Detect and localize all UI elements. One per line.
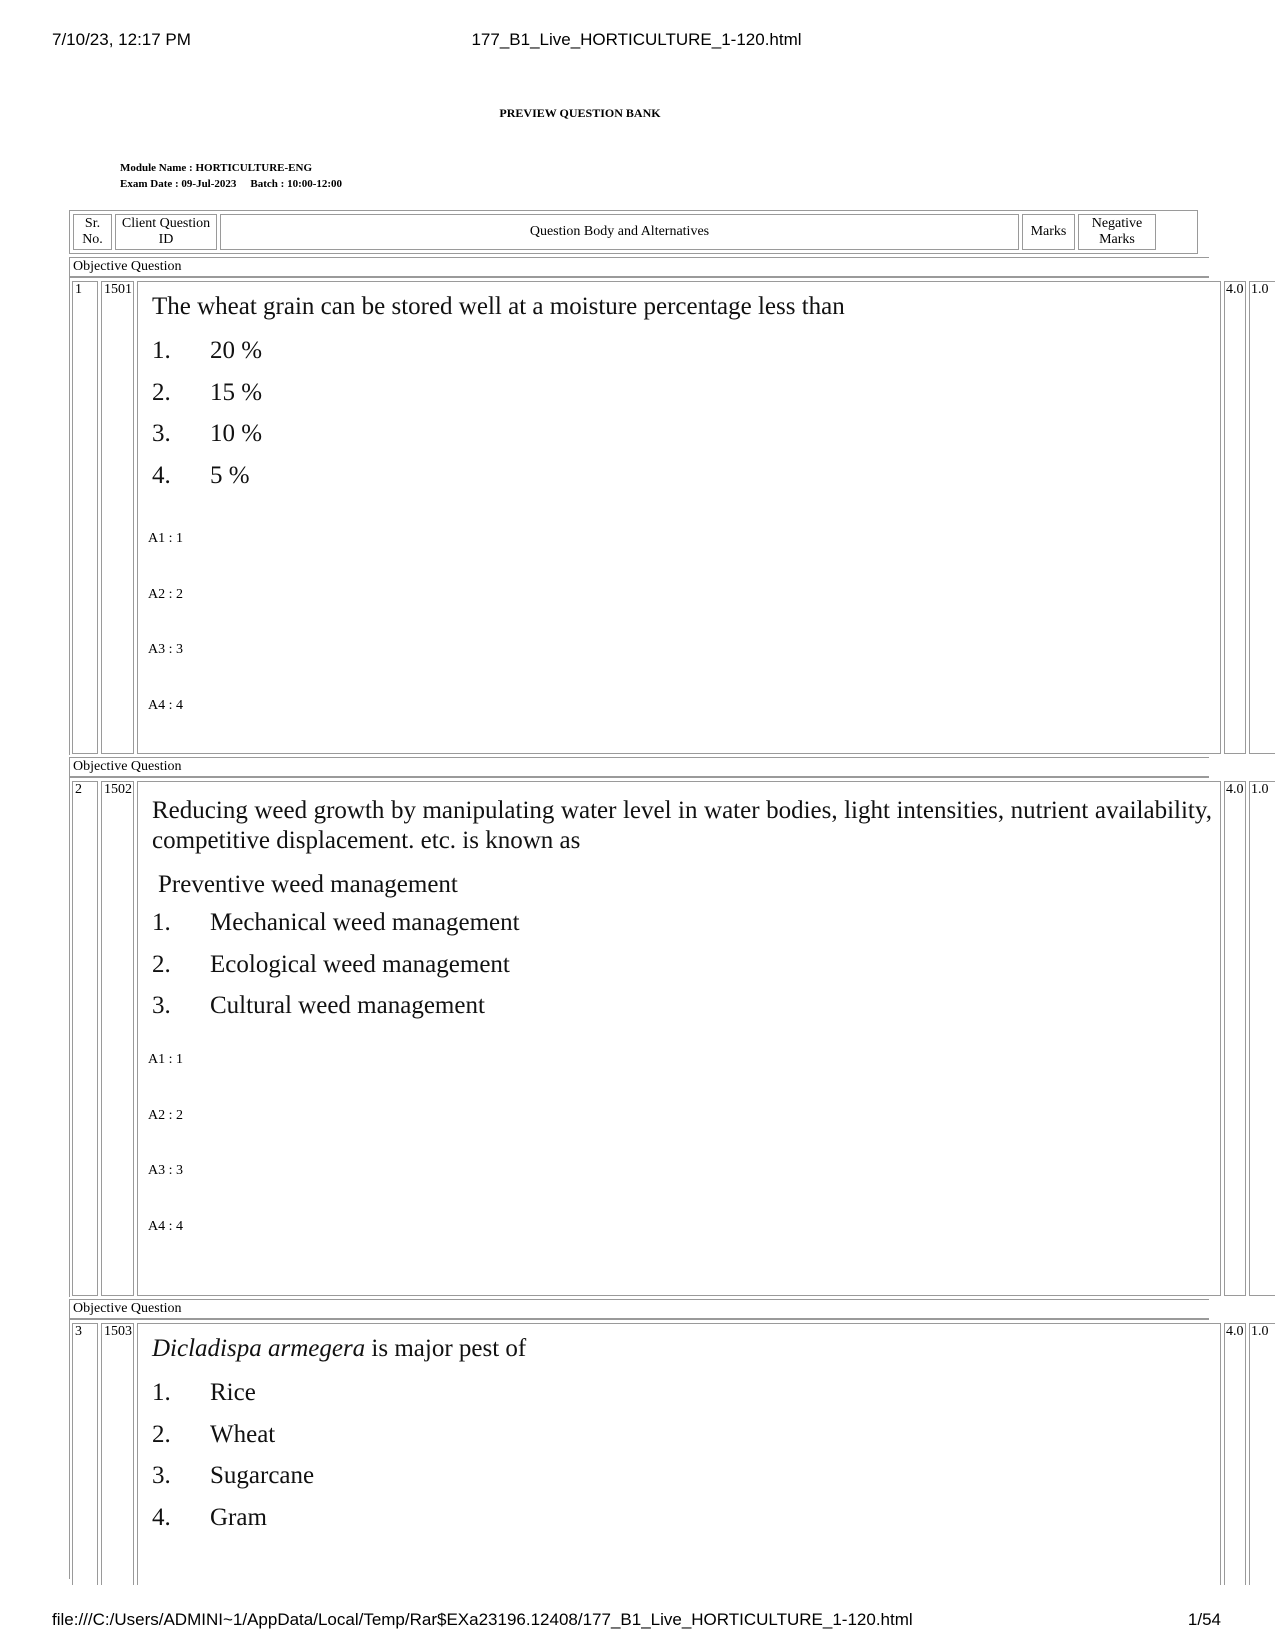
file-path: file:///C:/Users/ADMINI~1/AppData/Local/Temp/Rar$EXa23196.12408/177_B1_Live_HORTICULTURE_1-120.html xyxy=(52,1610,913,1629)
question-row xyxy=(69,1319,1269,1579)
exam-date: Exam Date : 09-Jul-2023 xyxy=(120,178,237,190)
header-negative-marks: Negative Marks xyxy=(1078,214,1156,250)
option: 2. Ecological weed management xyxy=(152,950,510,978)
option: 1. Rice xyxy=(152,1379,256,1406)
sr-no: 3 xyxy=(72,1323,98,1585)
question-text: Reducing weed growth by manipulating water level in water bodies, light intensities, nutrient availability, competitive displacement. etc. is known as xyxy=(152,797,1212,854)
negative-marks: 1.0 xyxy=(1249,281,1275,754)
client-question-id: 1502 xyxy=(101,781,134,1296)
exam-date-batch xyxy=(120,176,342,192)
option: 1. Mechanical weed management xyxy=(152,909,520,936)
alternative: A1 : 1 xyxy=(148,531,183,546)
option: 2. Wheat xyxy=(152,1420,276,1448)
table-header xyxy=(69,210,1198,254)
species-name: Dicladispa armegera xyxy=(152,1335,366,1362)
option: 3. 10 % xyxy=(152,420,263,447)
sr-no: 2 xyxy=(72,781,98,1296)
question-body xyxy=(137,781,1221,1296)
marks: 4.0 xyxy=(1224,281,1246,754)
page-number: 1/54 xyxy=(1187,1610,1221,1629)
options-list xyxy=(152,902,520,1027)
option: 4. Gram xyxy=(152,1503,267,1531)
alternatives-list xyxy=(148,531,183,753)
header-marks: Marks xyxy=(1022,214,1075,250)
print-header xyxy=(52,30,1221,52)
section-label: Objective Question xyxy=(69,257,1209,277)
alternative: A2 : 2 xyxy=(148,586,183,602)
section-label: Objective Question xyxy=(69,1299,1209,1319)
negative-marks: 1.0 xyxy=(1249,1323,1275,1585)
question-extra-line: Preventive weed management xyxy=(158,871,458,898)
question-body xyxy=(137,1323,1221,1585)
option: 2. 15 % xyxy=(152,378,263,406)
client-question-id: 1503 xyxy=(101,1323,134,1585)
page-title: PREVIEW QUESTION BANK xyxy=(499,106,661,120)
alternatives-list xyxy=(148,1052,183,1274)
marks: 4.0 xyxy=(1224,1323,1246,1585)
client-question-id: 1501 xyxy=(101,281,134,754)
option: 3. Sugarcane xyxy=(152,1462,315,1489)
alternative: A1 : 1 xyxy=(148,1052,183,1067)
alternative: A4 : 4 xyxy=(148,1218,183,1234)
marks: 4.0 xyxy=(1224,781,1246,1296)
header-question-body: Question Body and Alternatives xyxy=(220,214,1019,250)
alternative: A3 : 3 xyxy=(148,642,183,657)
options-list xyxy=(152,1372,314,1538)
question-body xyxy=(137,281,1221,754)
option: 1. 20 % xyxy=(152,337,263,364)
alternative: A4 : 4 xyxy=(148,697,183,713)
module-name: Module Name : HORTICULTURE-ENG xyxy=(120,162,313,174)
alternative: A3 : 3 xyxy=(148,1163,183,1178)
negative-marks: 1.0 xyxy=(1249,781,1275,1296)
option: 3. Cultural weed management xyxy=(152,992,485,1019)
option: 4. 5 % xyxy=(152,461,250,489)
sr-no: 1 xyxy=(72,281,98,754)
print-datetime: 7/10/23, 12:17 PM xyxy=(52,30,191,49)
header-client-question-id: Client Question ID xyxy=(115,214,217,250)
question-text: Dicladispa armegera is major pest of xyxy=(152,1335,527,1362)
batch: Batch : 10:00-12:00 xyxy=(250,178,343,190)
exam-meta xyxy=(120,160,342,192)
header-sr-no: Sr. No. xyxy=(73,214,112,250)
alternative: A2 : 2 xyxy=(148,1107,183,1123)
question-text: The wheat grain can be stored well at a moisture percentage less than xyxy=(152,293,845,320)
print-filename: 177_B1_Live_HORTICULTURE_1-120.html xyxy=(471,30,802,49)
question-row xyxy=(69,277,1269,755)
options-list xyxy=(152,330,262,496)
question-row xyxy=(69,777,1269,1297)
print-footer xyxy=(52,1610,1221,1632)
section-label: Objective Question xyxy=(69,757,1209,777)
